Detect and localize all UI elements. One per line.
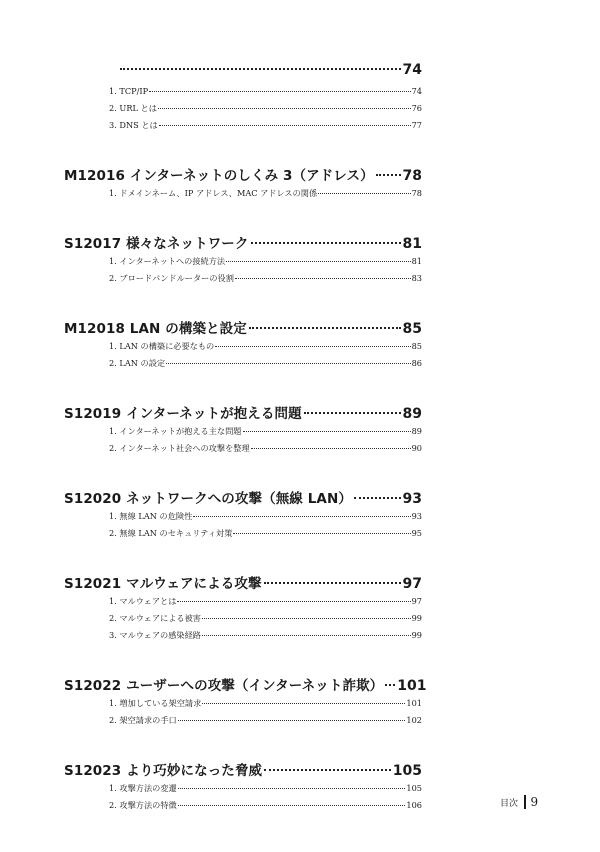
section-title: 1. インターネットが抱える主な問題 (109, 426, 242, 436)
chapter-page-number: 74 (402, 62, 422, 78)
chapter-title: M12016 インターネットのしくみ 3（アドレス） (64, 168, 374, 184)
section-page-number: 78 (411, 188, 422, 198)
section-page-number: 106 (406, 800, 422, 810)
toc-section[interactable] (109, 511, 422, 528)
chapter-title: M12018 LAN の構築と設定 (64, 321, 247, 337)
chapter-title: S12023 より巧妙になった脅威 (64, 763, 263, 779)
dot-leader (226, 261, 410, 262)
toc-chapter (64, 487, 422, 545)
chapter-heading[interactable] (64, 317, 422, 341)
dot-leader (233, 533, 410, 534)
chapter-page-number: 97 (402, 576, 422, 592)
chapter-heading[interactable] (64, 572, 422, 596)
section-title: 1. インターネットへの接続方法 (109, 256, 226, 266)
toc-chapter (64, 402, 422, 460)
chapter-heading[interactable] (64, 164, 422, 188)
toc-chapter (64, 759, 422, 817)
section-page-number: 89 (411, 426, 422, 436)
footer-divider (524, 795, 526, 809)
chapter-page-number: 89 (402, 406, 422, 422)
section-title: 1. マルウェアとは (109, 596, 177, 606)
toc-section[interactable] (109, 698, 422, 715)
chapter-page-number: 81 (402, 236, 422, 252)
section-title: 1. 増加している架空請求 (109, 698, 202, 708)
section-page-number: 90 (411, 443, 422, 453)
chapter-title: S12022 ユーザーへの攻撃（インターネット詐欺） (64, 678, 384, 694)
section-title: 2. URL とは (109, 103, 157, 113)
section-title: 3. DNS とは (109, 120, 158, 130)
chapter-page-number: 93 (402, 491, 422, 507)
dot-leader (177, 601, 410, 602)
section-page-number: 77 (411, 120, 422, 130)
dot-leader (385, 684, 395, 686)
section-page-number: 85 (411, 341, 422, 351)
section-page-number: 86 (411, 358, 422, 368)
page-number: 9 (530, 795, 539, 809)
toc-section[interactable] (109, 783, 422, 800)
chapter-page-number: 85 (402, 321, 422, 337)
chapter-title: S12021 マルウェアによる攻撃 (64, 576, 262, 592)
toc-chapter (64, 232, 422, 290)
chapter-heading[interactable] (64, 232, 422, 256)
chapter-heading[interactable] (64, 487, 422, 511)
toc-section[interactable] (109, 800, 422, 817)
toc-section[interactable] (109, 358, 422, 375)
dot-leader (202, 635, 411, 636)
section-title: 2. インターネット社会への攻撃を整理 (109, 443, 250, 453)
toc-section[interactable] (109, 86, 422, 103)
dot-leader (202, 618, 411, 619)
toc-section[interactable] (109, 715, 422, 732)
section-page-number: 102 (406, 715, 422, 725)
section-page-number: 97 (411, 596, 422, 606)
section-title: 1. 無線 LAN の危険性 (109, 511, 193, 521)
dot-leader (149, 91, 410, 92)
toc-chapter (64, 164, 422, 205)
section-title: 1. ドメインネーム、IP アドレス、MAC アドレスの関係 (109, 188, 318, 198)
section-page-number: 76 (411, 103, 422, 113)
section-title: 3. マルウェアの感染経路 (109, 630, 201, 640)
dot-leader (178, 788, 406, 789)
section-page-number: 99 (411, 630, 422, 640)
toc-section[interactable] (109, 596, 422, 613)
chapter-heading[interactable] (118, 62, 422, 86)
footer-label: 目次 (500, 798, 519, 809)
toc-section[interactable] (109, 341, 422, 358)
toc-section[interactable] (109, 188, 422, 205)
section-page-number: 99 (411, 613, 422, 623)
dot-leader (235, 278, 411, 279)
chapter-heading[interactable] (64, 674, 427, 698)
section-title: 2. 無線 LAN のセキュリティ対策 (109, 528, 233, 538)
section-page-number: 95 (411, 528, 422, 538)
section-title: 2. 攻撃方法の特徴 (109, 800, 177, 810)
section-page-number: 105 (406, 783, 422, 793)
toc-section[interactable] (109, 630, 422, 647)
toc-section[interactable] (109, 443, 422, 460)
dot-leader (264, 582, 401, 584)
dot-leader (264, 769, 391, 771)
section-page-number: 81 (411, 256, 422, 266)
dot-leader (354, 497, 401, 499)
dot-leader (166, 363, 410, 364)
toc-section[interactable] (109, 256, 422, 273)
toc-section[interactable] (109, 528, 422, 545)
toc-chapter (64, 572, 422, 647)
dot-leader (178, 805, 406, 806)
dot-leader (243, 431, 411, 432)
chapter-title: S12020 ネットワークへの攻撃（無線 LAN） (64, 491, 352, 507)
toc-chapter (64, 62, 422, 137)
toc-section[interactable] (109, 613, 422, 630)
chapter-heading[interactable] (64, 402, 422, 426)
dot-leader (376, 174, 401, 176)
section-title: 1. 攻撃方法の変遷 (109, 783, 177, 793)
dot-leader (193, 516, 410, 517)
section-title: 1. LAN の構築に必要なもの (109, 341, 215, 351)
chapter-title: S12017 様々なネットワーク (64, 236, 249, 252)
section-title: 2. LAN の設定 (109, 358, 166, 368)
page-footer (500, 795, 538, 809)
dot-leader (251, 242, 401, 244)
section-page-number: 93 (411, 511, 422, 521)
toc-section[interactable] (109, 273, 422, 290)
chapter-title: S12019 インターネットが抱える問題 (64, 406, 302, 422)
dot-leader (202, 703, 405, 704)
dot-leader (159, 125, 411, 126)
chapter-page-number: 101 (397, 678, 427, 694)
dot-leader (158, 108, 411, 109)
table-of-contents (64, 62, 427, 844)
section-title: 1. TCP/IP (109, 86, 149, 96)
dot-leader (215, 346, 410, 347)
section-title: 2. 架空請求の手口 (109, 715, 177, 725)
dot-leader (178, 720, 406, 721)
section-page-number: 83 (411, 273, 422, 283)
section-page-number: 101 (406, 698, 422, 708)
toc-chapter (64, 674, 427, 732)
section-page-number: 74 (411, 86, 422, 96)
dot-leader (318, 193, 410, 194)
toc-section[interactable] (109, 103, 422, 120)
section-title: 2. ブロードバンドルーターの役割 (109, 273, 234, 283)
dot-leader (120, 68, 401, 70)
dot-leader (304, 412, 401, 414)
dot-leader (249, 327, 401, 329)
dot-leader (251, 448, 411, 449)
toc-section[interactable] (109, 426, 422, 443)
toc-section[interactable] (109, 120, 422, 137)
chapter-page-number: 78 (402, 168, 422, 184)
chapter-page-number: 105 (392, 763, 422, 779)
toc-chapter (64, 317, 422, 375)
chapter-heading[interactable] (64, 759, 422, 783)
section-title: 2. マルウェアによる被害 (109, 613, 201, 623)
